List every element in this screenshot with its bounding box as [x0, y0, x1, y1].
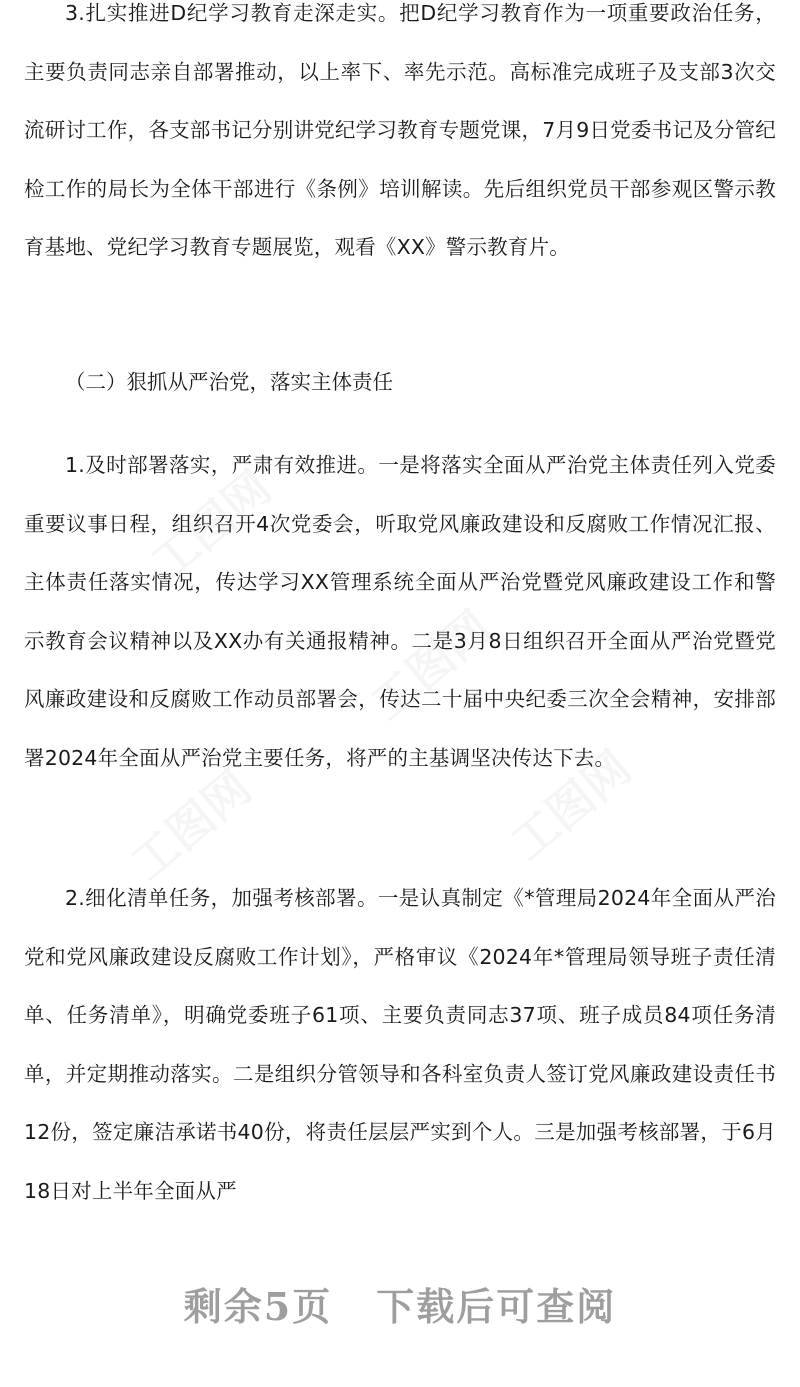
watermark: 工图网 — [500, 740, 642, 871]
section-heading: （二）狠抓从严治党，落实主体责任 — [65, 370, 393, 394]
paragraph-discipline-education: 3.扎实推进D纪学习教育走深走实。把D纪学习教育作为一项重要政治任务，主要负责同志亲自部署推动，以上率下、率先示范。高标准完成班子及支部3次交流研讨工作，各支部书记分别讲党纪学习教育专题党课，7月9日党委书记及分管纪检工作的局长为全体干部进行《条例》培训解读。先后组织党员干部参观区警示教育基地、党纪学习教育专题展览，观看《XX》警示教育片。 — [24, 1, 776, 259]
paragraph-task-list: 2.细化清单任务，加强考核部署。一是认真制定《*管理局2024年全面从严治党和党风廉政建设反腐败工作计划》，严格审议《2024年*管理局领导班子责任清单、任务清单》，明确党委班子61项、主要负责同志37项、班子成员84项任务清单，并定期推动落实。二是组织分管领导和各科室负责人签订党风廉政建设责任书12份，签定廉洁承诺书40份，将责任层层严实到个人。三是加强考核部署，于6月18日对上半年全面从严 — [24, 886, 776, 1203]
watermark: 工图网 — [120, 760, 262, 891]
download-prompt-label: 下载后可查阅 — [376, 1284, 617, 1329]
paragraph-deploy-implement: 1.及时部署落实，严肃有效推进。一是将落实全面从严治党主体责任列入党委重要议事日程，组织召开4次党委会，听取党风廉政建设和反腐败工作情况汇报、主体责任落实情况，传达学习XX管理系统全面从严治党暨党风廉政建设工作和警示教育会议精神以及XX办有关通报精神。二是3月8日组织召开全面从严治党暨党风廉政建设和反腐败工作动员部署会，传达二十届中央纪委三次全会精神，安排部署2024年全面从严治党主要任务，将严的主基调坚决传达下去。 — [24, 453, 776, 770]
remaining-pages-label: 剩余5页 — [183, 1284, 333, 1329]
download-banner[interactable] — [0, 1276, 800, 1331]
watermark: 工图网 — [140, 460, 282, 591]
watermark: 工图网 — [360, 600, 502, 731]
